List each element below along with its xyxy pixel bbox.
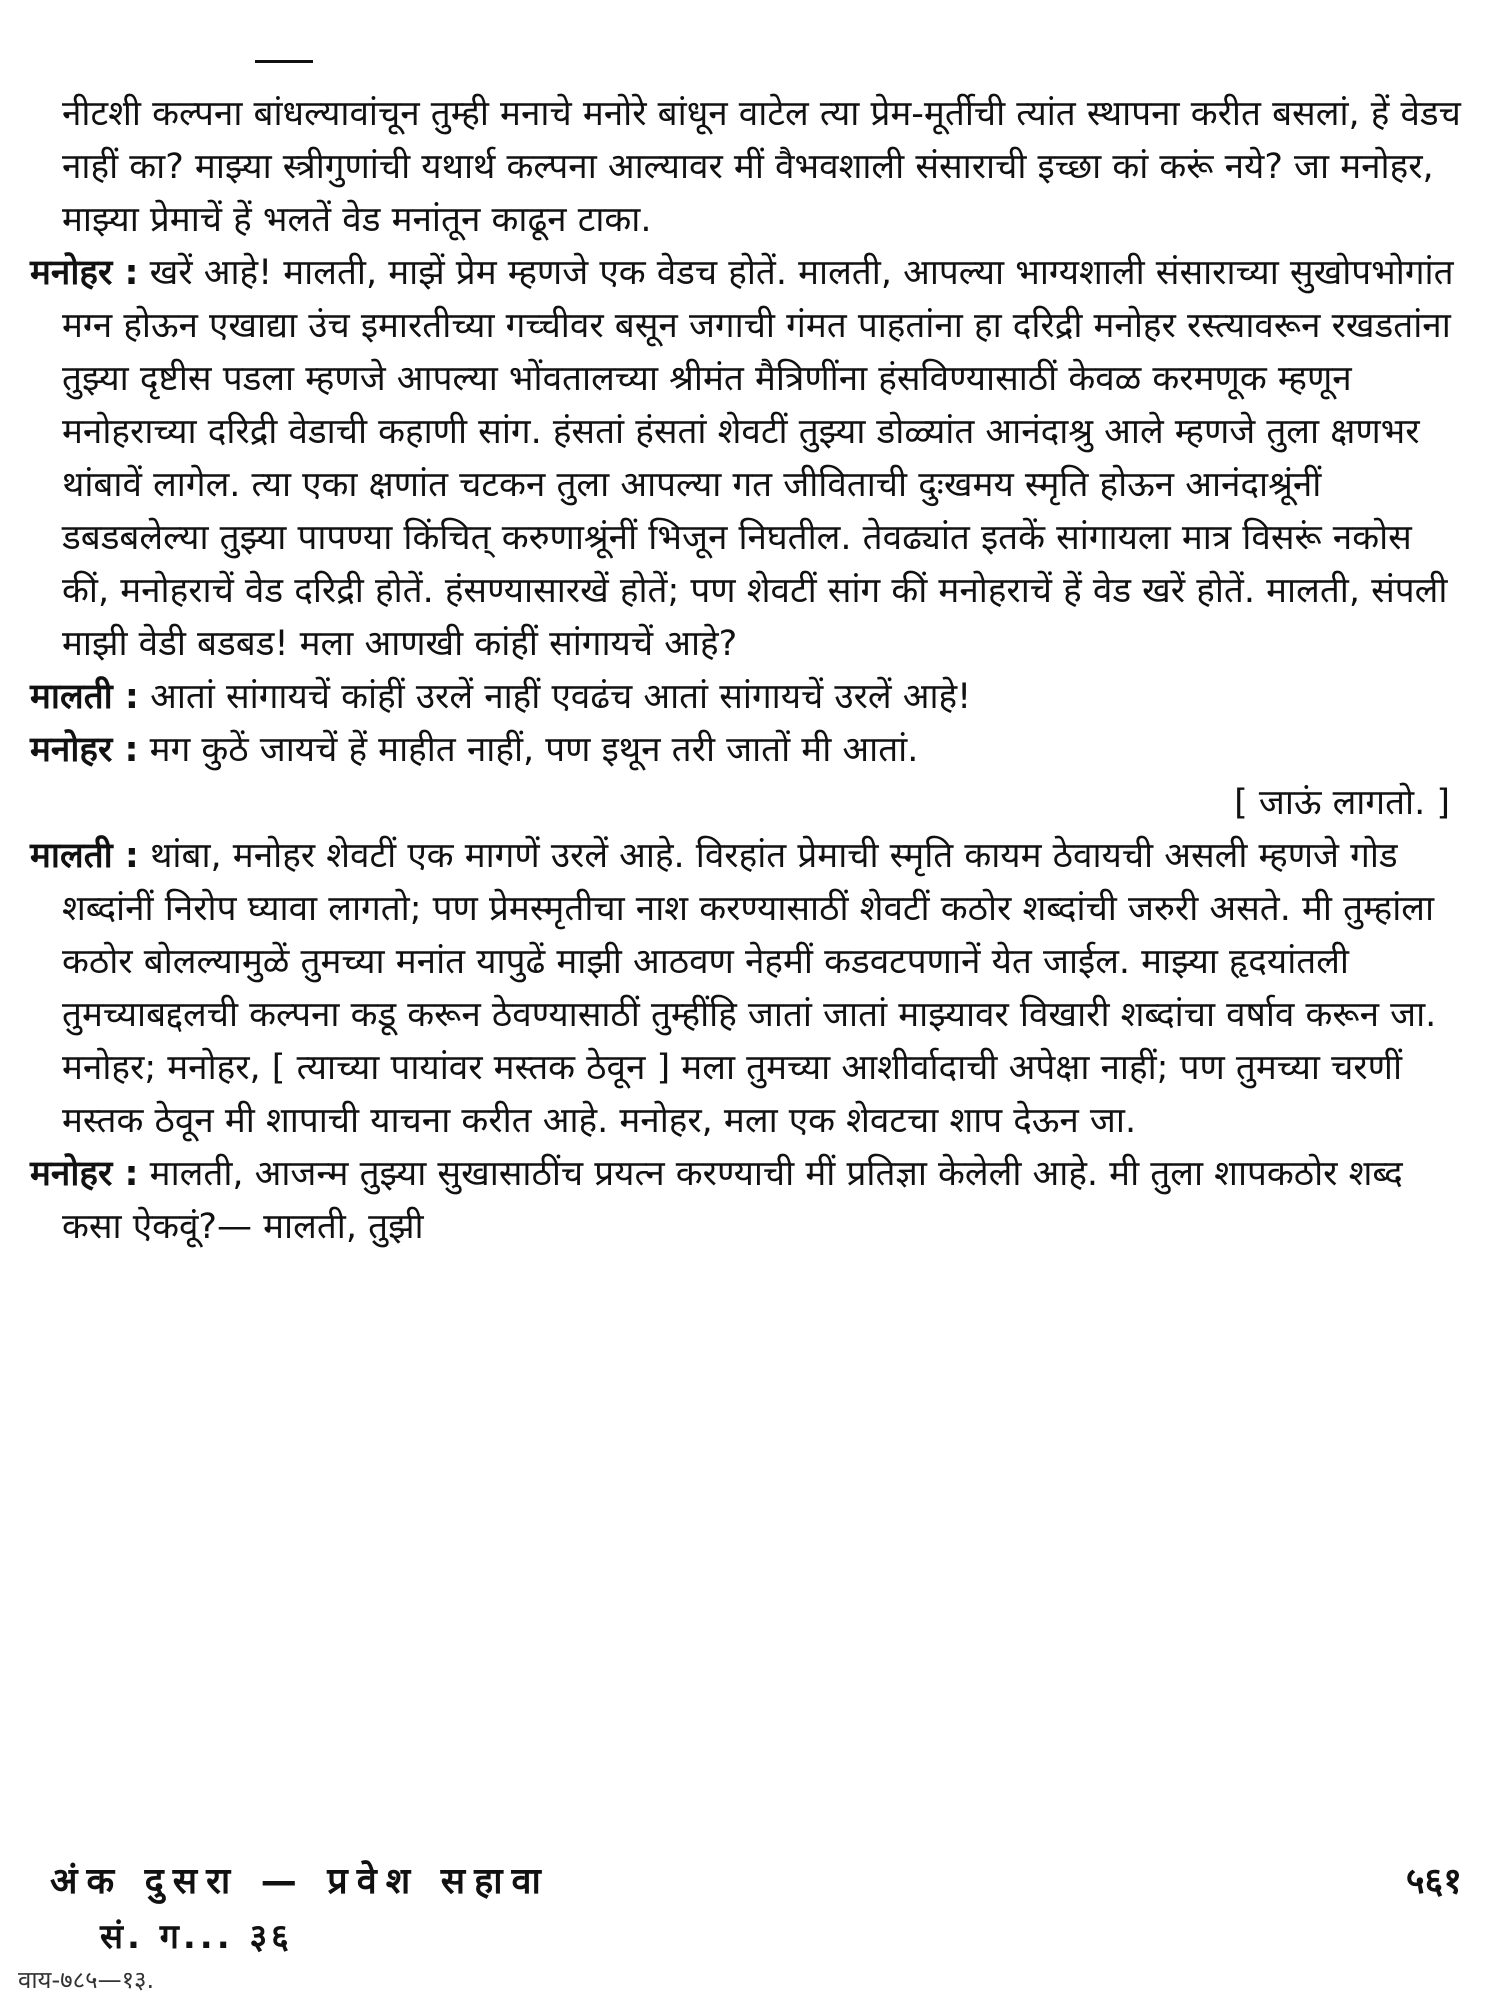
speech-text: आतां सांगायचें कांहीं उरलें नाहीं एवढंच आतां सांगायचें उरलें आहे! (150, 677, 972, 717)
speech-text: मग कुठें जायचें हें माहीत नाहीं, पण इथून तरी जातों मी आतां. (149, 730, 919, 770)
section-label: अंक दुसरा — प्रवेश सहावा (50, 1861, 550, 1902)
speech-text: खरें आहे! मालती, माझें प्रेम म्हणजे एक वेडच होतें. मालती, आपल्या भाग्यशाली संसाराच्या सुखोपभोगांत मग्न होऊन एखाद्या उंच इमारतीच्या गच्चीवर बसून जगाची गंमत पाहतांना हा दरिद्री मनोहर रस्त्यावरून रखडतांना तुझ्या दृष्टीस पडला म्हणजे आपल्या भोंवतालच्या श्रीमंत मैत्रिणींना हंसविण्यासाठीं केवळ करमणूक म्हणून मनोहराच्या दरिद्री वेडाची कहाणी सांग. हंसतां हंसतां शेवटीं तुझ्या डोळ्यांत आनंदाश्रु आले म्हणजे तुला क्षणभर थांबावें लागेल. त्या एका क्षणांत चटकन तुला आपल्या गत जीविताची दुःखमय स्मृति होऊन आनंदाश्रूंनीं डबडबलेल्या तुझ्या पापण्या किंचित् करुणाश्रूंनीं भिजून निघतील. तेवढ्यांत इतकें सांगायला मात्र विसरूं नकोस कीं, मनोहराचें वेड दरिद्री होतें. हंसण्यासारखें होतें; पण शेवटीं सांग कीं मनोहराचें हें वेड खरें होतें. मालती, संपली माझी वेडी बडबड! मला आणखी कांहीं सांगायचें आहे? (62, 253, 1454, 664)
stage-direction: [ जाऊं लागतो. ] (1234, 783, 1450, 823)
speech-text: थांबा, मनोहर शेवटीं एक मागणें उरलें आहे. विरहांत प्रेमाची स्मृति कायम ठेवायची असली म्हणजे गोड शब्दांनीं निरोप घ्यावा लागतो; पण प्रेमस्मृतीचा नाश करण्यासाठीं शेवटीं कठोर शब्दांची जरुरी असते. मी तुम्हांला कठोर बोलल्यामुळें तुमच्या मनांत यापुढें माझी आठवण नेहमीं कडवटपणानें येत जाईल. माझ्या हृदयांतली तुमच्याबद्दलची कल्पना कडू करून ठेवण्यासाठीं तुम्हींहि जातां जातां माझ्यावर विखारी शब्दांचा वर्षाव करून जा. मनोहर; मनोहर, [ त्याच्या पायांवर मस्तक ठेवून ] मला तुमच्या आशीर्वादाची अपेक्षा नाहीं; पण तुमच्या चरणीं मस्तक ठेवून मी शापाची याचना करीत आहे. मनोहर, मला एक शेवटचा शाप देऊन जा. (62, 836, 1437, 1141)
speech-text: मालती, आजन्म तुझ्या सुखासाठींच प्रयत्न करण्याची मीं प्रतिज्ञा केलेली आहे. मी तुला शापकठोर शब्द कसा ऐकवूं?— मालती, तुझी (62, 1154, 1403, 1247)
signature-mark: सं. ग... ३६ (100, 1917, 293, 1957)
page-number: ५६१ (1405, 1861, 1462, 1902)
speech-manohar-1 (30, 247, 1470, 671)
speaker-label: मालती : (30, 836, 139, 876)
speech-malati-1 (30, 671, 1470, 724)
speaker-label: मनोहर : (30, 730, 139, 770)
intro-paragraph (30, 88, 1470, 247)
intro-text: नीटशी कल्पना बांधल्यावांचून तुम्ही मनाचे मनोरे बांधून वाटेल त्या प्रेम-मूर्तीची त्यांत स्थापना करीत बसलां, हें वेडच नाहीं का? माझ्या स्त्रीगुणांची यथार्थ कल्पना आल्यावर मीं वैभवशाली संसाराची इच्छा कां करूं नये? जा मनोहर, माझ्या प्रेमाचें हें भलतें वेड मनांतून काढून टाका. (62, 94, 1461, 240)
print-code: वाय-७८५—१३. (18, 1966, 155, 1994)
speech-manohar-2 (30, 724, 1470, 777)
speech-malati-2 (30, 830, 1470, 1148)
speaker-label: मनोहर : (30, 253, 139, 293)
speech-manohar-3 (30, 1148, 1470, 1254)
speaker-label: मालती : (30, 677, 139, 717)
body-text (30, 88, 1470, 1254)
top-rule (255, 60, 313, 63)
speaker-label: मनोहर : (30, 1154, 139, 1194)
